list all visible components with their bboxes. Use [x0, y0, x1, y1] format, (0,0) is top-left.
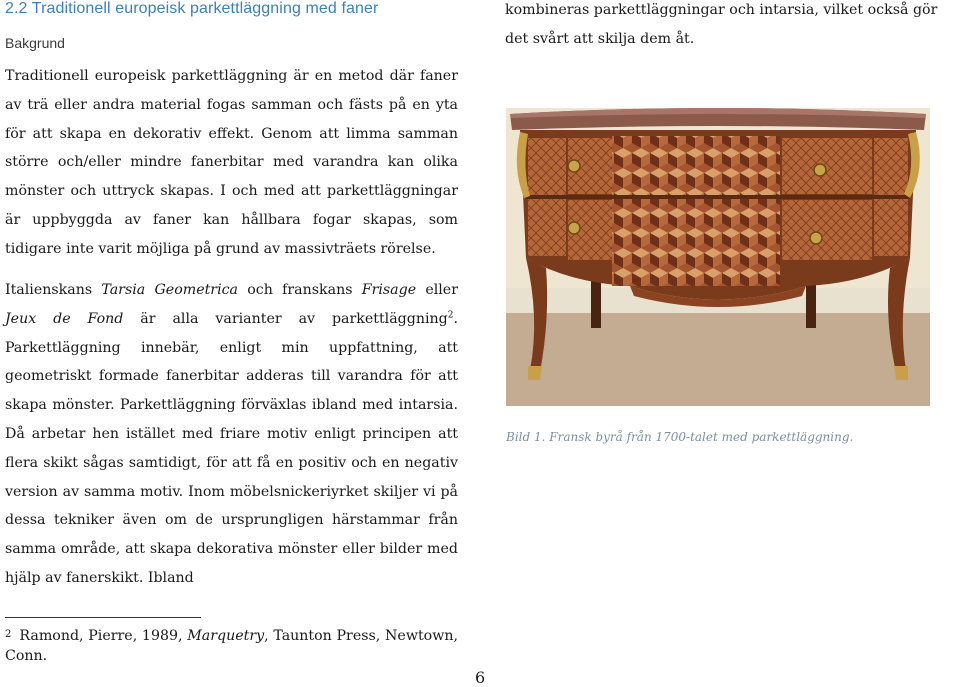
- paragraph-variants: [5, 276, 458, 593]
- page-number: 6: [475, 668, 486, 687]
- section-heading: 2.2 Traditionell europeisk parkettläggning med faner: [5, 0, 379, 17]
- image-caption: Bild 1. Fransk byrå från 1700-talet med parkettläggning.: [506, 430, 854, 444]
- text-run: . Parkettläggning innebär, enligt min uppfattning, att geometriskt formade fanerbitar adderas till varandra för att skapa mönster. Parkettläggning förväxlas ibland med intarsia. Då arbetar hen istället med friare motiv enligt principen att flera skikt sågas samtidigt, för att få en positiv och en negativ version av samma motiv. Inom möbelsnickeriyrket skiljer vi på dessa tekniker även om de ursprungligen härstammar från samma område, att skapa dekorativa mönster eller bilder med hjälp av fanerskikt. Ibland: [5, 310, 458, 586]
- footnote-mark: 2: [5, 629, 12, 640]
- term-jeux-de-fond: Jeux de Fond: [5, 310, 124, 327]
- paragraph-continued: kombineras parkettläggningar och intarsia, vilket också gör det svårt att skilja dem åt.: [505, 2, 938, 47]
- text-run: och franskans: [238, 282, 362, 298]
- footnote-text: , Taunton Press, Newtown, Conn.: [5, 628, 458, 664]
- text-run: eller: [416, 282, 458, 298]
- text-run: är alla varianter av parkettläggning: [123, 310, 448, 327]
- term-frisage: Frisage: [361, 282, 417, 298]
- footnote-ref[interactable]: 2: [447, 310, 454, 321]
- footnote-divider: [5, 617, 201, 618]
- footnote: [5, 625, 458, 666]
- subheading: Bakgrund: [5, 35, 65, 51]
- dresser-illustration: [506, 108, 930, 406]
- footnote-title: Marquetry: [187, 628, 265, 644]
- paragraph-intro: Traditionell europeisk parkettläggning är en metod där faner av trä eller andra material fogas samman och fästs på en yta för att skapa en dekorativ effekt. Genom att limma samman större och/eller mindre fanerbitar med varandra kan olika mönster och uttryck skapas. I och med att parkettläggningar är uppbyggda av faner kan hållbara fogar skapas, som tidigare inte varit möjliga på grund av massivträets rörelse.: [5, 68, 458, 257]
- term-tarsia: Tarsia Geometrica: [101, 282, 239, 298]
- text-run: Italienskans: [5, 282, 102, 298]
- dresser-photo: [506, 108, 930, 406]
- footnote-text: Ramond, Pierre, 1989,: [19, 628, 188, 644]
